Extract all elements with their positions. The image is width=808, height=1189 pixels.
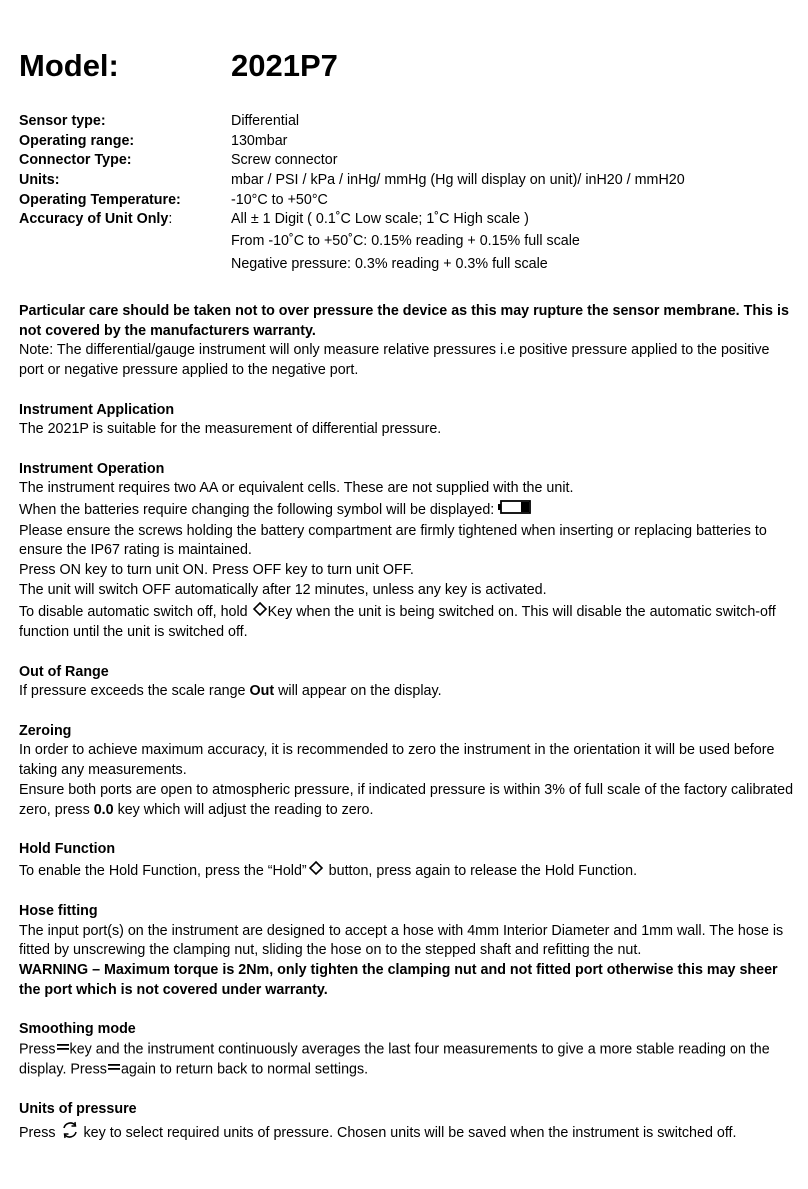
- battery-text: When the batteries require changing the following symbol will be displayed:: [19, 502, 495, 519]
- hold-diamond-icon: [307, 860, 325, 883]
- spec-row: [19, 230, 794, 253]
- spec-value: Screw connector: [231, 152, 338, 169]
- equals-key-icon: [107, 1060, 121, 1080]
- smoothing-heading: Smoothing mode: [19, 1021, 136, 1038]
- model-label: Model:: [19, 48, 119, 83]
- units-text: [19, 1120, 794, 1147]
- operation-line: The instrument requires two AA or equivalent cells. These are not supplied with the unit.: [19, 480, 574, 497]
- text-part: Ensure both ports are open to atmospheric pressure, if indicated pressure is within 3% of full scale of the factory calibrated zero, press: [19, 781, 794, 818]
- text-part: To enable the Hold Function, press the “Hold”: [19, 862, 307, 879]
- battery-low-icon: [498, 499, 534, 522]
- hold-text: [19, 860, 794, 883]
- hose-warning: WARNING – Maximum torque is 2Nm, only tighten the clamping nut and not fitted port otherwise this may sheer the port which is not covered under warranty.: [19, 962, 778, 998]
- spec-label: Operating Temperature:: [19, 191, 181, 208]
- out-of-range-heading: Out of Range: [19, 663, 109, 680]
- text-part: Press: [19, 1125, 56, 1142]
- model-title: [19, 46, 794, 90]
- spec-row: [19, 132, 794, 152]
- zeroing-text: In order to achieve maximum accuracy, it is recommended to zero the instrument in the orientation it will be used before taking any measurements.: [19, 742, 775, 779]
- spec-row: [19, 210, 794, 230]
- auto-off-text: To disable automatic switch off, hold: [19, 603, 248, 620]
- spec-label-colon: :: [168, 211, 173, 228]
- spec-value: 130mbar: [231, 132, 288, 149]
- spec-label-text: Accuracy of Unit Only: [19, 211, 169, 228]
- text-part: button, press again to release the Hold Function.: [328, 862, 638, 879]
- operation-heading: Instrument Operation: [19, 460, 165, 477]
- operation-line: [19, 499, 794, 522]
- out-word: Out: [249, 683, 275, 700]
- model-number: 2021P7: [231, 48, 338, 83]
- auto-off-text-2: Key when the unit is being switched on. This will disable the automatic switch-off function until the unit is switched off.: [19, 603, 776, 641]
- hold-heading: Hold Function: [19, 840, 116, 857]
- zero-key-label: 0.0: [93, 801, 114, 818]
- text-part: key to select required units of pressure. Chosen units will be saved when the instrument is switched off.: [83, 1125, 737, 1142]
- spec-value: -10°C to +50°C: [231, 191, 328, 208]
- spec-label: Sensor type:: [19, 113, 106, 129]
- spec-row: [19, 112, 794, 132]
- equals-key-icon: [56, 1040, 70, 1060]
- spec-table: [19, 112, 794, 276]
- text-part: Press: [19, 1041, 56, 1058]
- operation-line: Please ensure the screws holding the battery compartment are firmly tightened when inserting or replacing batteries to ensure the IP67 rating is maintained.: [19, 522, 767, 559]
- spec-value: Differential: [231, 113, 300, 129]
- operation-line: The unit will switch OFF automatically after 12 minutes, unless any key is activated.: [19, 581, 547, 598]
- spec-row: [19, 151, 794, 171]
- zeroing-text: [19, 781, 794, 820]
- spec-row: [19, 253, 794, 276]
- zeroing-heading: Zeroing: [19, 722, 72, 739]
- smoothing-text: [19, 1040, 794, 1081]
- overpressure-warning: Particular care should be taken not to over pressure the device as this may rupture the sensor membrane. This is not covered by the manufacturers warranty.: [19, 303, 789, 339]
- hose-heading: Hose fitting: [19, 903, 98, 919]
- hose-text: The input port(s) on the instrument are designed to accept a hose with 4mm Interior Diameter and 1mm wall. The hose is fitted by unscrewing the clamping nut, sliding the hose on to the stepped shaft and refitting the nut.: [19, 922, 784, 959]
- spec-value: mbar / PSI / kPa / inHg/ mmHg (Hg will display on unit)/ inH20 / mmH20: [231, 172, 685, 189]
- gauge-note: Note: The differential/gauge instrument will only measure relative pressures i.e positive pressure applied to the positive port or negative pressure applied to the negative port.: [19, 342, 770, 379]
- spec-value: Negative pressure: 0.3% reading + 0.3% full scale: [231, 256, 548, 273]
- cycle-arrows-icon: [60, 1120, 80, 1147]
- spec-label: Operating range:: [19, 132, 135, 149]
- application-text: The 2021P is suitable for the measurement of differential pressure.: [19, 421, 442, 438]
- text-part: If pressure exceeds the scale range: [19, 683, 246, 700]
- operation-line: Press ON key to turn unit ON. Press OFF key to turn unit OFF.: [19, 562, 414, 579]
- units-heading: Units of pressure: [19, 1101, 137, 1118]
- operation-line: [19, 601, 794, 643]
- out-of-range-text: [19, 682, 794, 702]
- text-part: again to return back to normal settings.: [120, 1061, 369, 1078]
- application-heading: Instrument Application: [19, 401, 175, 418]
- spec-value: All ± 1 Digit ( 0.1˚C Low scale; 1˚C High scale ): [231, 211, 529, 228]
- spec-label: [19, 210, 172, 230]
- spec-row: [19, 191, 794, 211]
- text-part: key and the instrument continuously averages the last four measurements to give a more stable reading on the display. Press: [19, 1041, 770, 1078]
- diamond-key-icon: [252, 601, 268, 624]
- spec-label: Connector Type:: [19, 152, 132, 169]
- text-part: key which will adjust the reading to zero.: [117, 801, 374, 818]
- spec-value: From -10˚C to +50˚C: 0.15% reading + 0.15% full scale: [231, 233, 580, 250]
- manual-body: [19, 302, 794, 1147]
- spec-row: [19, 171, 794, 191]
- spec-label: Units:: [19, 172, 60, 189]
- text-part: will appear on the display.: [278, 683, 442, 700]
